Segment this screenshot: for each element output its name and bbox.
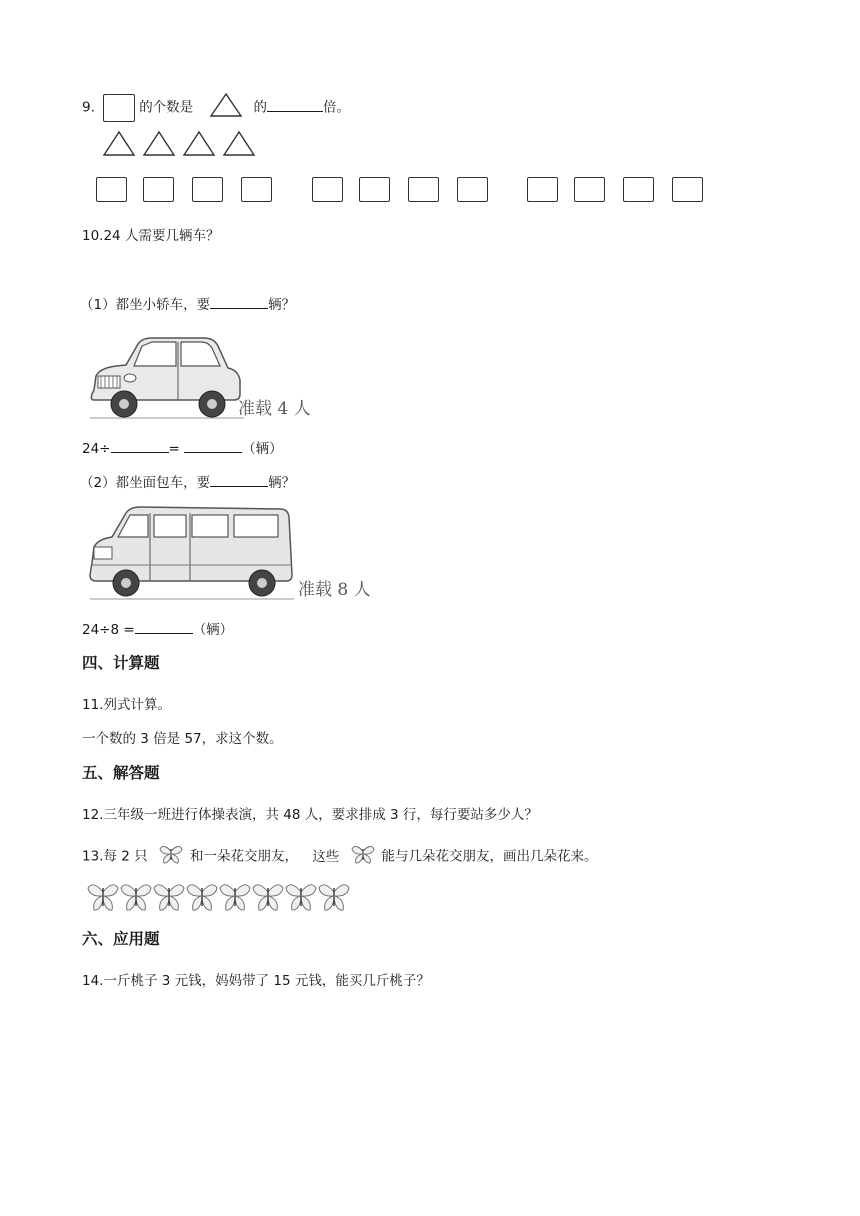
triangle-icon [184,132,214,155]
q9-text-c: 倍。 [322,99,350,116]
q14-text: 14.一斤桃子 3 元钱，妈妈带了 15 元钱，能买几斤桃子？ [82,973,430,989]
q13-text-d: 能与几朵花交朋友，画出几朵花来。 [381,848,598,865]
butterfly-icon [158,843,184,870]
section6-title: 六、应用题 [82,930,160,948]
butterfly-icon [220,885,250,910]
q13-text-b: 和一朵花交朋友， [189,848,298,865]
q10-eq2-c: （辆） [192,622,234,638]
butterfly-row [86,880,362,920]
q10-part1-suffix: 辆？ [268,297,296,313]
butterfly-icon [187,885,217,910]
q10-part1-blank[interactable] [210,295,268,309]
butterfly-icon [350,843,376,870]
q10-eq1-blank-2[interactable] [184,439,242,453]
square-icon [312,177,343,202]
q10-part2-blank[interactable] [210,473,268,487]
section4-title: 四、计算题 [82,654,160,672]
square-icon [192,177,223,202]
triangle-icon [104,132,134,155]
q10-part2-prefix: （2）都坐面包车，要 [80,475,211,491]
square-icon [241,177,272,202]
van-capacity-label: 准载 8 人 [298,580,371,600]
q10-eq1-c: （辆） [242,441,283,457]
butterfly-icon [88,885,118,910]
q10-title: 10.24 人需要几辆车？ [82,228,220,244]
butterfly-icon [121,885,151,910]
butterfly-icon [319,885,349,910]
q9-text-b: 的 [253,99,267,116]
triangle-icon [144,132,174,155]
q11-body: 一个数的 3 倍是 57，求这个数。 [82,731,283,747]
q10-eq1 [82,439,283,458]
q10-eq1-blank-1[interactable] [111,439,169,453]
square-icon [574,177,605,202]
q10-part2 [80,473,295,492]
car-illustration [86,328,246,424]
butterfly-icon [154,885,184,910]
q10-part1 [80,295,295,314]
q9-line [82,92,350,123]
car-capacity-label: 准载 4 人 [238,399,311,419]
square-icon [672,177,703,202]
q9-text-a: 的个数是 [139,99,194,116]
square-icon [103,94,135,122]
q13-text-a: 13.每 2 只 [82,848,148,865]
q10-eq1-a: 24÷ [82,441,111,457]
square-icon [527,177,558,202]
butterfly-icon [286,885,316,910]
square-icon [623,177,654,202]
butterfly-icon [253,885,283,910]
van-illustration [86,503,296,603]
q9-answer-blank[interactable] [267,98,323,112]
q12-text: 12.三年级一班进行体操表演，共 48 人，要求排成 3 行，每行要站多少人？ [82,807,538,823]
triangle-icon [209,92,243,123]
section5-title: 五、解答题 [82,764,160,782]
q10-eq2-a: 24÷8 = [82,622,135,638]
q10-eq2 [82,620,233,639]
square-icon [457,177,488,202]
square-icon [143,177,174,202]
square-icon [408,177,439,202]
q13-text-c: 这些 [312,848,340,865]
q9-number: 9. [82,99,95,116]
q11-title: 11.列式计算。 [82,697,171,713]
q10-eq1-b: = [168,441,180,457]
square-icon [359,177,390,202]
q10-part2-suffix: 辆？ [268,475,296,491]
triangle-icon [224,132,254,155]
triangle-row [102,130,262,162]
q10-part1-prefix: （1）都坐小轿车，要 [80,297,211,313]
q10-eq2-blank[interactable] [135,620,193,634]
q13-line [82,843,598,870]
square-icon [96,177,127,202]
